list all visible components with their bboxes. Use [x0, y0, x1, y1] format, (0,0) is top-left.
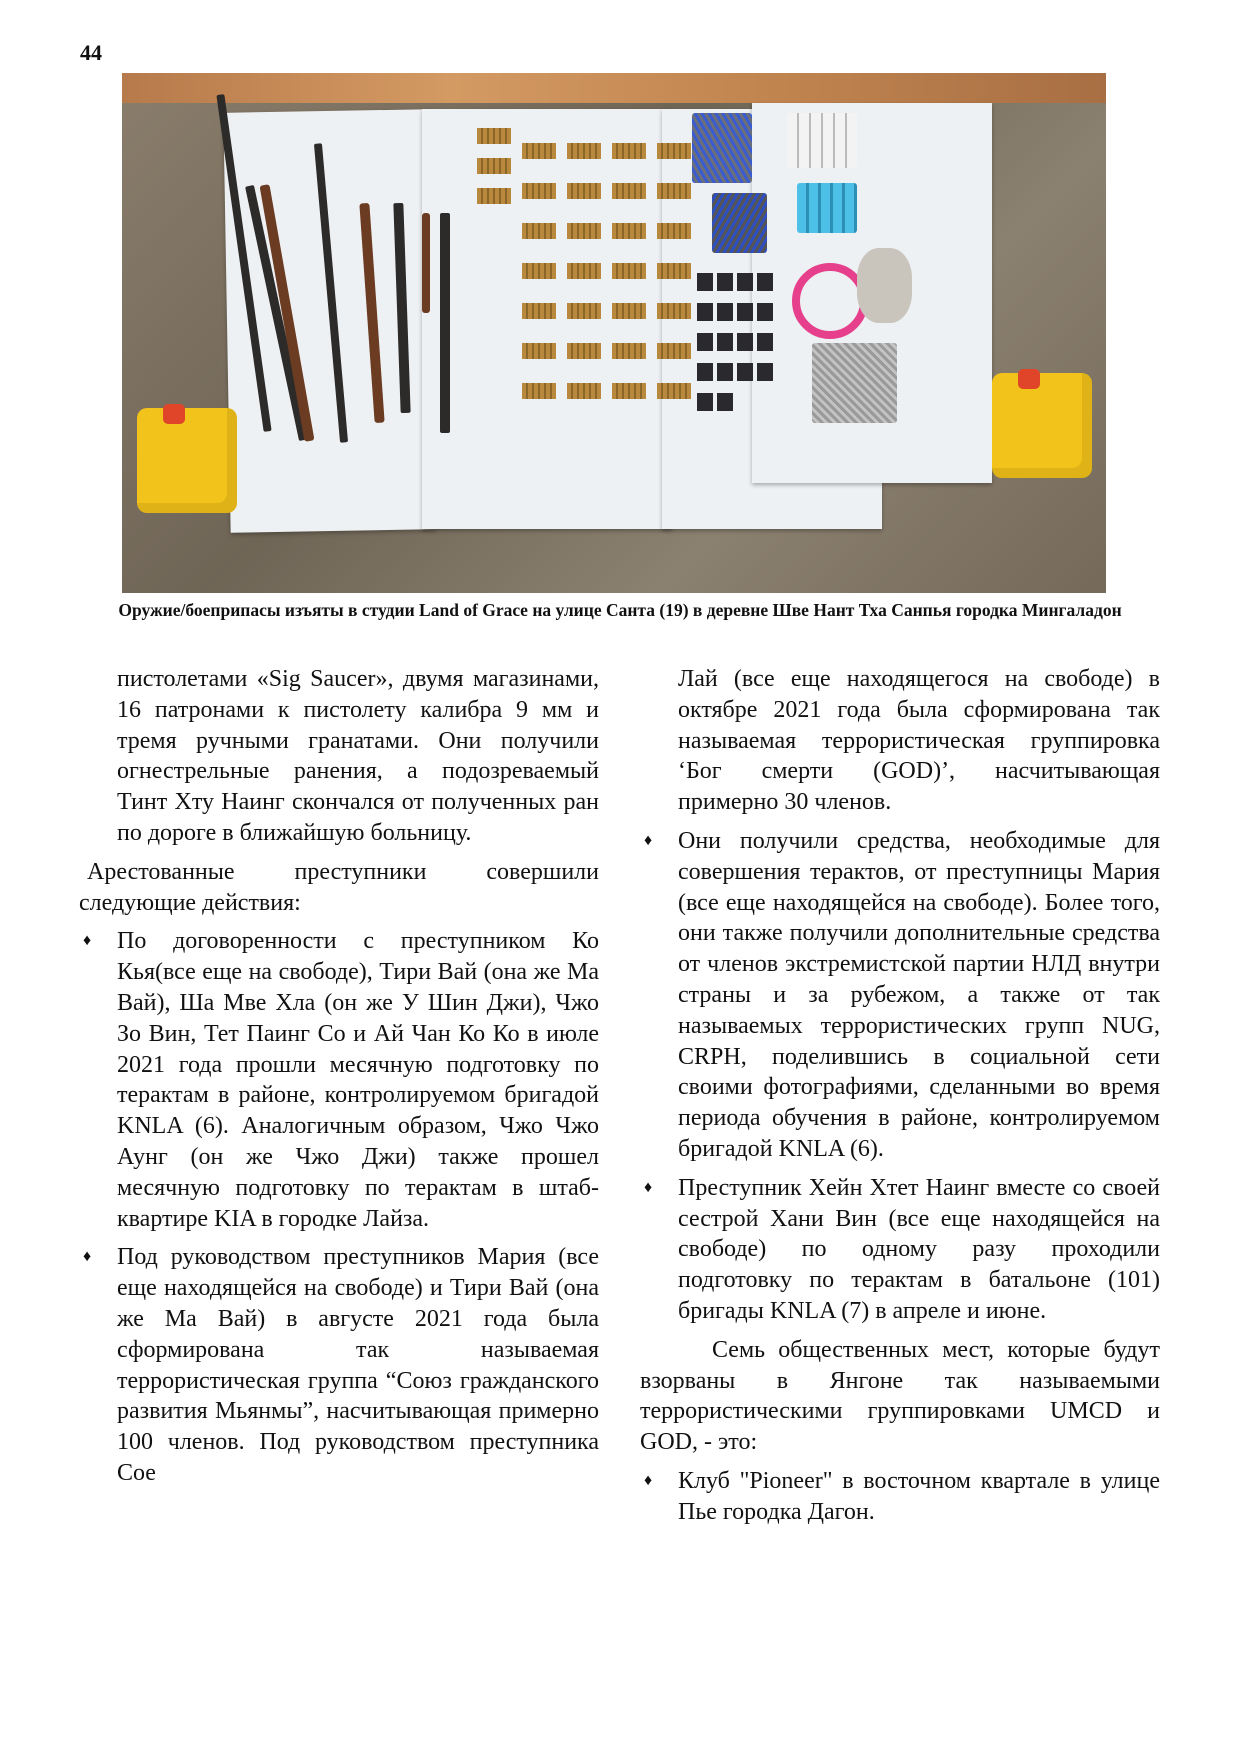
- magazine-shape: [717, 333, 733, 351]
- list-item-text: По договоренности с преступником Ко Кья(все еще на свободе), Тири Вай (она же Ма Вай), Ша Мве Хла (он же У Шин Джи), Чжо Зо Вин, Тет Паинг Со и Ай Чан Ко Ко в июле 2021 года прошли месячную подготовку по терактам в районе, контролируемом бригадой KNLA (6). Аналогичным образом, Чжо Чжо Аунг (он же Чжо Джи) также прошел месячную подготовку по терактам в штаб-квартире KIA в городке Лайза.: [117, 928, 599, 1232]
- list-item-text: Они получили средства, необходимые для совершения терактов, от преступницы Мария (все еще находящейся на свободе). Более того, они также получили дополнительные средства от членов экстремистской партии НЛД внутри страны и за рубежом, а также от так называемых террористических групп NUG, CRPH, поделившись в социальной сети своими фотографиями, сделанными во время периода обучения в районе, контролируемом бригадой KNLA (6).: [678, 827, 1160, 1162]
- ammo-clip-shape: [612, 143, 646, 159]
- magazine-shape: [717, 303, 733, 321]
- photo-sheet: [422, 109, 672, 529]
- ammo-clip-shape: [522, 183, 556, 199]
- paragraph: Арестованные преступники совершили следующие действия:: [79, 858, 599, 916]
- explosive-shape: [797, 183, 857, 233]
- list-item-text: Клуб "Pioneer" в восточном квартале в улице Пье городка Дагон.: [678, 1467, 1160, 1525]
- ammo-clip-shape: [612, 343, 646, 359]
- magazine-shape: [697, 333, 713, 351]
- magazine-shape: [757, 333, 773, 351]
- paragraph: пистолетами «Sig Saucer», двумя магазинами, 16 патронами к пистолету калибра 9 мм и тремя ручными гранатами. Они получили огнестрельные ранения, а подозреваемый Тинт Хту Наинг скончался от полученных ран по дороге в ближайшую больницу.: [117, 666, 599, 846]
- ammo-clip-shape: [612, 383, 646, 399]
- magazine-shape: [757, 303, 773, 321]
- paragraph: Лай (все еще находящегося на свободе) в октябре 2021 года была сформирована так называемая террористическая группировка ‘Бог смерти (GOD)’, насчитывающая примерно 30 членов.: [678, 666, 1160, 816]
- ammo-clip-shape: [612, 263, 646, 279]
- left-column: [79, 664, 599, 1489]
- magazine-shape: [757, 363, 773, 381]
- ammo-clip-shape: [522, 343, 556, 359]
- magazine-shape: [717, 273, 733, 291]
- bullet-diamond-icon: ♦: [83, 932, 92, 950]
- ammo-clip-shape: [657, 343, 691, 359]
- ammo-clip-shape: [612, 223, 646, 239]
- yellow-canister: [137, 408, 237, 513]
- bullet-diamond-icon: ♦: [644, 831, 653, 849]
- ammo-clip-shape: [522, 383, 556, 399]
- photo-caption: Оружие/боеприпасы изъяты в студии Land of Grace на улице Санта (19) в деревне Шве Нант Тха Санпья городка Мингаладон: [118, 600, 1122, 620]
- ammo-clip-shape: [477, 128, 511, 144]
- magazine-shape: [737, 333, 753, 351]
- magazine-shape: [737, 303, 753, 321]
- ammo-clip-shape: [567, 143, 601, 159]
- list-item: [79, 926, 599, 1234]
- magazine-shape: [737, 273, 753, 291]
- bullet-diamond-icon: ♦: [644, 1471, 653, 1489]
- ammo-clip-shape: [522, 303, 556, 319]
- rifle-stock-shape: [422, 213, 430, 313]
- ammo-clip-shape: [567, 383, 601, 399]
- ammo-clip-shape: [657, 303, 691, 319]
- ammo-clip-shape: [522, 263, 556, 279]
- ammo-clip-shape: [657, 223, 691, 239]
- ammo-clip-shape: [477, 188, 511, 204]
- photo-background-strip: [122, 73, 1106, 103]
- detonator-shape: [787, 113, 857, 168]
- list-item: [79, 1242, 599, 1488]
- yellow-canister: [992, 373, 1092, 478]
- seized-weapons-photo: [122, 73, 1106, 593]
- mesh-bag-shape: [812, 343, 897, 423]
- ammo-clip-shape: [567, 223, 601, 239]
- right-column: [640, 664, 1160, 1528]
- ammo-clip-shape: [567, 343, 601, 359]
- magazine-shape: [717, 363, 733, 381]
- list-item: [640, 1466, 1160, 1528]
- ammo-clip-shape: [657, 143, 691, 159]
- magazine-shape: [757, 273, 773, 291]
- ammo-clip-shape: [657, 383, 691, 399]
- list-item: [640, 826, 1160, 1165]
- magazine-shape: [697, 363, 713, 381]
- magazine-shape: [697, 273, 713, 291]
- list-item: [640, 1173, 1160, 1327]
- ammo-clip-shape: [657, 183, 691, 199]
- ammo-clip-shape: [477, 158, 511, 174]
- magazine-shape: [697, 393, 713, 411]
- ammo-clip-shape: [612, 183, 646, 199]
- list-item-text: Преступник Хейн Хтет Наинг вместе со своей сестрой Хани Вин (все еще находящейся на свободе) по одному разу проходили подготовку по терактам в батальоне (101) бригады KNLA (7) в апреле и июне.: [678, 1174, 1160, 1324]
- ammo-clip-shape: [567, 303, 601, 319]
- list-item-text: Под руководством преступников Мария (все еще находящейся на свободе) и Тири Вай (она же Ма Вай) в августе 2021 года была сформирована так называемая террористическая группа “Союз гражданского развития Мьянмы”, насчитывающая примерно 100 членов. Под руководством преступника Сое: [117, 1244, 599, 1486]
- ammo-clip-shape: [657, 263, 691, 279]
- rifle-shape: [440, 213, 450, 433]
- page-number: 44: [80, 40, 102, 65]
- paragraph: Семь общественных мест, которые будут взорваны в Янгоне так называемыми террористическими группировками UMCD и GOD, - это:: [640, 1336, 1160, 1456]
- bullet-diamond-icon: ♦: [83, 1248, 92, 1266]
- bullet-diamond-icon: ♦: [644, 1178, 653, 1196]
- wire-bundle-shape: [712, 193, 767, 253]
- wire-bundle-shape: [692, 113, 752, 183]
- ammo-clip-shape: [612, 303, 646, 319]
- magazine-shape: [717, 393, 733, 411]
- magazine-shape: [697, 303, 713, 321]
- ammo-clip-shape: [567, 183, 601, 199]
- ammo-clip-shape: [567, 263, 601, 279]
- canister-cap: [163, 404, 185, 424]
- magazine-shape: [737, 363, 753, 381]
- mesh-bag-shape: [857, 248, 912, 323]
- ammo-clip-shape: [522, 143, 556, 159]
- ammo-clip-shape: [522, 223, 556, 239]
- canister-cap: [1018, 369, 1040, 389]
